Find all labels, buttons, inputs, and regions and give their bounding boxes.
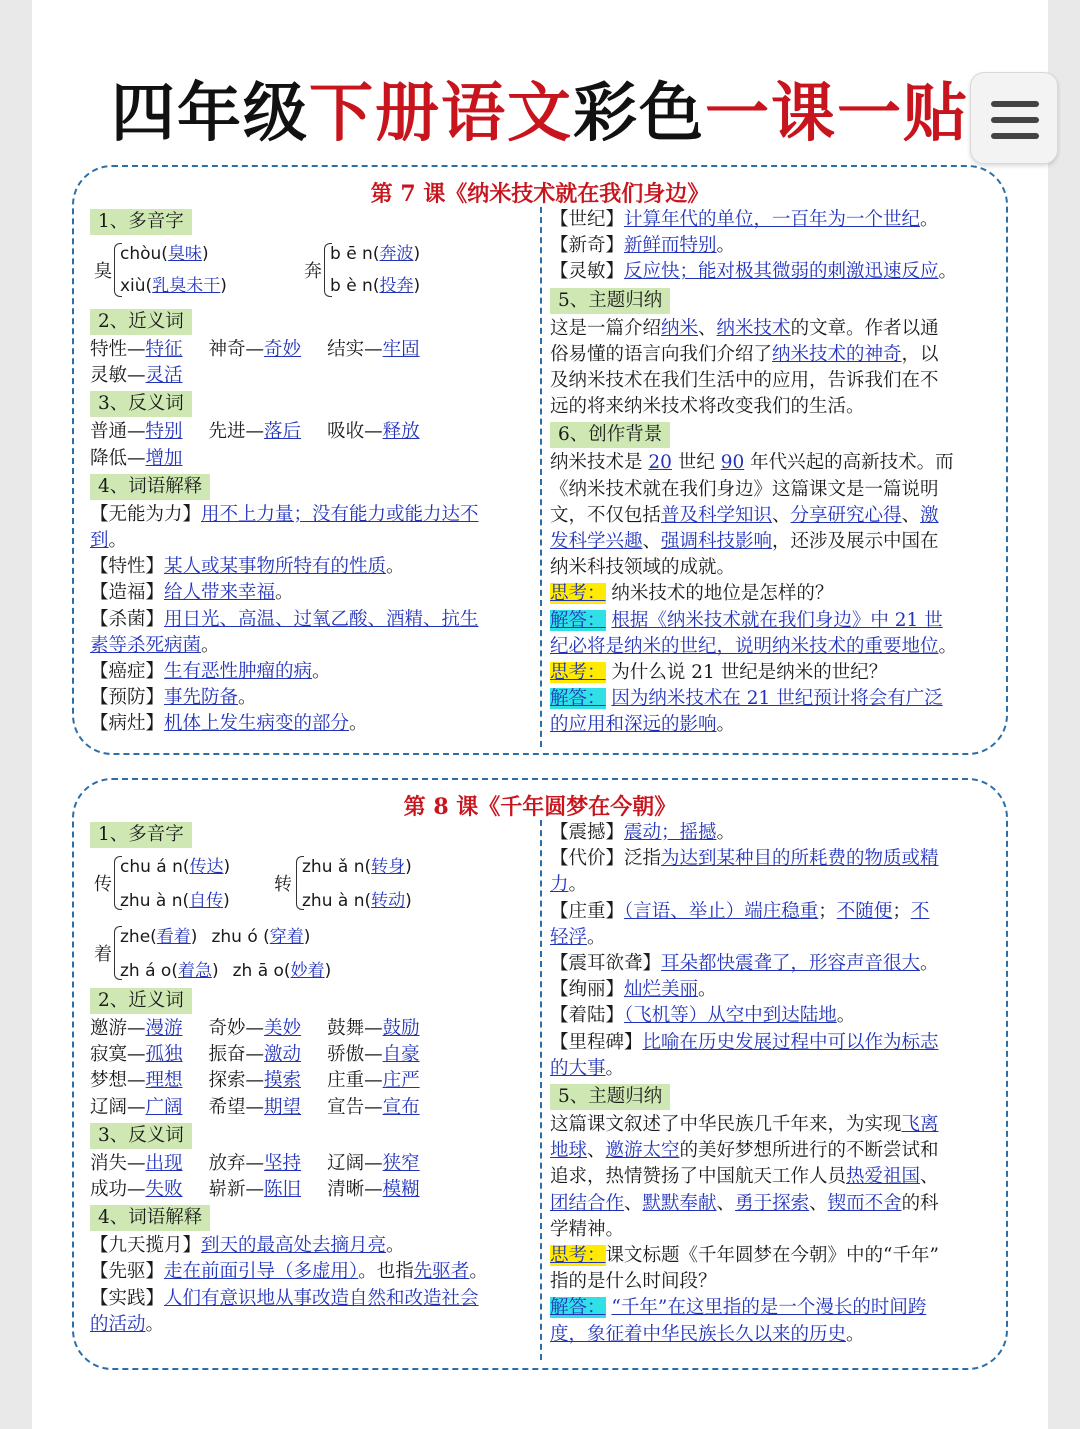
l7-explanation: 【预防】事先防备。 bbox=[90, 687, 257, 709]
l7-sec-explanations: 4、词语解释 bbox=[90, 474, 210, 500]
menu-icon[interactable] bbox=[970, 72, 1058, 164]
answer-badge: 解答： bbox=[550, 609, 606, 631]
l7-poly-word: 乳臭未干 bbox=[152, 276, 221, 296]
l7-poly-word: 投奔 bbox=[379, 276, 414, 296]
l8-explanation: 【震耳欲聋】耳朵都快震聋了，形容声音很大。 bbox=[550, 953, 939, 975]
l8-question: 思考：课文标题《千年圆梦在今朝》中的“千年” bbox=[550, 1245, 939, 1267]
l8-explanation: 【里程碑】比喻在历史发展过程中可以作为标志 bbox=[550, 1031, 939, 1053]
l8-theme-text: 这篇课文叙述了中华民族几千年来，为实现飞离 地球、邀游太空的美好梦想所进行的不断尝试和 追求，热情赞扬了中国航天工作人员热爱祖国、 团结合作、默默奉献、勇于探索、锲而不舍的科 学精神。 bbox=[550, 1114, 939, 1240]
l8-antonyms-row: 成功—失败 崭新—陈旧 清晰—模糊 bbox=[90, 1179, 420, 1201]
l8-sec-antonyms: 3、反义词 bbox=[90, 1123, 192, 1149]
l8-explanation: 【代价】泛指为达到某种目的所耗费的物质或精 bbox=[550, 848, 939, 870]
l8-synonyms-row: 邀游—漫游 奇妙—美妙 鼓舞—鼓励 bbox=[90, 1018, 420, 1039]
l8-sec-explanations: 4、词语解释 bbox=[90, 1205, 210, 1231]
lesson7-title: 第 7 课《纳米技术就在我们身边》 bbox=[370, 181, 710, 207]
l8-sec-polyphone: 1、多音字 bbox=[90, 822, 192, 848]
l8-explanation: 【着陆】（飞机等）从空中到达陆地。 bbox=[550, 1005, 856, 1027]
l8-antonyms-row: 消失—出现 放弃—坚持 辽阔—狭窄 bbox=[90, 1152, 420, 1174]
l8-synonyms-row: 梦想—理想 探索—摸索 庄重—庄严 bbox=[90, 1070, 420, 1092]
l7-question: 思考： 纳米技术的地位是怎样的？ bbox=[550, 583, 834, 605]
think-badge: 思考： bbox=[550, 583, 606, 605]
l7-explanation: 【病灶】机体上发生病变的部分。 bbox=[90, 713, 368, 735]
l7-polyphone-block: 臭 chòu(臭味) xiù(乳臭未干) 奔 b ē n(奔波) b è n(投奔) bbox=[94, 244, 421, 296]
l7-explanation: 【世纪】计算年代的单位，一百年为一个世纪。 bbox=[550, 209, 939, 230]
l7-explanation: 【无能为力】用不上力量；没有能力或能力达不 bbox=[90, 503, 479, 525]
l8-sec-theme: 5、主题归纳 bbox=[550, 1084, 670, 1110]
l7-poly-word: 臭味 bbox=[167, 244, 202, 264]
l8-polyphone-block: 传 chu á n(传达) zhu à n(自传) 转 zhu ǎ n(转身) zhu à n(转动) bbox=[94, 857, 412, 911]
l8-explanation: 【先驱】走在前面引导（多虚用）。也指先驱者。 bbox=[90, 1261, 488, 1283]
l7-poly-word: 奔波 bbox=[379, 244, 414, 264]
l7-synonyms-row: 灵敏—灵活 bbox=[90, 365, 183, 387]
l7-sec-theme: 5、主题归纳 bbox=[550, 288, 670, 314]
think-badge: 思考： bbox=[550, 662, 606, 684]
lesson7-divider bbox=[540, 207, 542, 747]
lesson8-title: 第 8 课《千年圆梦在今朝》 bbox=[403, 794, 677, 820]
l7-answer: 解答： 根据《纳米技术就在我们身边》中 21 世 bbox=[550, 609, 943, 631]
l7-question: 思考： 为什么说 21 世纪是纳米的世纪？ bbox=[550, 662, 888, 684]
l8-synonyms-row: 寂寞—孤独 振奋—激动 骄傲—自豪 bbox=[90, 1044, 420, 1066]
page-title: 四年级下册语文彩色一课一贴 bbox=[111, 77, 969, 151]
l8-sec-synonyms: 2、近义词 bbox=[90, 988, 192, 1014]
l8-explanation: 【绚丽】灿烂美丽。 bbox=[550, 979, 717, 1001]
l8-explanation: 【九天揽月】到天的最高处去摘月亮。 bbox=[90, 1235, 405, 1257]
answer-badge: 解答： bbox=[550, 1297, 606, 1319]
l7-answer: 解答： 因为纳米技术在 21 世纪预计将会有广泛 bbox=[550, 688, 943, 710]
l8-explanation: 【震撼】震动；摇撼。 bbox=[550, 822, 736, 843]
l7-explanation: 【新奇】新鲜而特别。 bbox=[550, 235, 736, 257]
lesson8-card bbox=[72, 778, 1008, 1370]
answer-badge: 解答： bbox=[550, 688, 606, 710]
lesson7-right: 【世纪】计算年代的单位，一百年为一个世纪。 【新奇】新鲜而特别。 【灵敏】反应快；能对极其微弱的刺激迅速反应。 5、主题归纳 这是一篇介绍纳米、纳米技术的文章。作者以通 俗易懂的语言向我们介绍了纳米技术的神奇，以 及纳米技术在我们生活中的应用，告诉我们在不 远的将来纳米技术将改变我们的生活。 6、创作背景 纳米技术是 20 世纪 90 年代兴起的高新技术。而 《纳米技术就在我们身边》这篇课文是一篇说明 文，不仅包括普及科学知识、分享研究心得、激 发科学兴趣、强调科技影响，还涉及展示中国在 纳米科技领域的成就。 思考： 纳米技术的地位是怎样的？ 解答： 根据《纳米技术就在我们身边》中 21 世 纪必将是纳米的世纪，说明纳米技术的重要地位。 思考： 为什么说 21 世纪是纳米的世纪？ 解答： 因为纳米技术在 21 世纪预计将会有广泛 的应用和深远的影响。 bbox=[550, 207, 998, 739]
lesson7-left: 1、多音字 臭 chòu(臭味) xiù(乳臭未干) 奔 b ē n(奔波) b è n(投奔) 2、近义词 特性—特征 神奇—奇妙 结实—牢固 灵敏—灵活 3、反义词 普通—特别 先进—落后 吸收—释放 降低—增加 4、词语解释 【无能为力】用不上力量；没有能力或能力达不 到。 【特性】某人或某事物所特有的性质。 【造福】给人带来幸福。 【杀菌】用日光、高温、过氧乙酸、酒精、抗生 素等杀死病菌。 【癌症】生有恶性肿瘤的病。 【预防】事先防备。 【病灶】机体上发生病变的部分。 bbox=[90, 207, 538, 738]
l7-explanation: 【造福】给人带来幸福。 bbox=[90, 582, 294, 604]
l7-explanation: 【杀菌】用日光、高温、过氧乙酸、酒精、抗生 bbox=[90, 608, 479, 630]
l7-sec-antonyms: 3、反义词 bbox=[90, 391, 192, 417]
think-badge: 思考： bbox=[550, 1245, 606, 1267]
l7-sec-synonyms: 2、近义词 bbox=[90, 309, 192, 335]
l7-sec-polyphone: 1、多音字 bbox=[90, 209, 192, 235]
l7-sec-background: 6、创作背景 bbox=[550, 422, 670, 448]
l8-explanation: 【实践】人们有意识地从事改造自然和改造社会 bbox=[90, 1287, 479, 1309]
l7-synonyms-row: 特性—特征 神奇—奇妙 结实—牢固 bbox=[90, 339, 420, 360]
lesson8-right: 【震撼】震动；摇撼。 【代价】泛指为达到某种目的所耗费的物质或精 力。 【庄重】（言语、举止）端庄稳重；不随便；不 轻浮。 【震耳欲聋】耳朵都快震聋了，形容声音很大。 【绚丽】灿烂美丽。 【着陆】（飞机等）从空中到达陆地。 【里程碑】比喻在历史发展过程中可以作为标志 的大事。 5、主题归纳 这篇课文叙述了中华民族几千年来，为实现飞离 地球、邀游太空的美好梦想所进行的不断尝试和 追求，热情赞扬了中国航天工作人员热爱祖国、 团结合作、默默奉献、勇于探索、锲而不舍的科 学精神。 思考：课文标题《千年圆梦在今朝》中的“千年” 指的是什么时间段？ 解答： “千年”在这里指的是一个漫长的时间跨 度，象征着中华民族长久以来的历史。 bbox=[550, 820, 998, 1348]
l7-antonyms-row: 普通—特别 先进—落后 吸收—释放 bbox=[90, 421, 420, 443]
lesson8-left: 1、多音字 传 chu á n(传达) zhu à n(自传) 转 zhu ǎ n(转身) zhu à n(转动) 着 zhe(看着) zhu ó (穿着) zh á o(着急) zh ā o(妙着) 2、近义词 邀游—漫游 奇妙—美妙 鼓舞—鼓励 寂寞—孤独 振奋—激动 骄傲—自豪 梦想—理想 探索—摸索 庄重—庄严 辽阔—广阔 希望—期望 宣告—宣布 3、反义词 消失—出现 放弃—坚持 辽阔—狭窄 成功—失败 崭新—陈旧 清晰—模糊 4、词语解释 【九天揽月】到天的最高处去摘月亮。 【先驱】走在前面引导（多虚用）。也指先驱者。 【实践】人们有意识地从事改造自然和改造社会 的活动。 bbox=[90, 820, 538, 1338]
l7-background-text: 纳米技术是 20 世纪 90 年代兴起的高新技术。而 《纳米技术就在我们身边》这篇课文是一篇说明 文，不仅包括普及科学知识、分享研究心得、激 发科学兴趣、强调科技影响，还涉及展示中国在 纳米科技领域的成就。 bbox=[550, 452, 954, 579]
l8-synonyms-row: 辽阔—广阔 希望—期望 宣告—宣布 bbox=[90, 1096, 420, 1118]
lesson7-card bbox=[72, 165, 1008, 755]
l7-explanation: 【癌症】生有恶性肿瘤的病。 bbox=[90, 661, 331, 683]
l8-polyphone-block: 着 zhe(看着) zhu ó (穿着) zh á o(着急) zh ā o(妙着) bbox=[94, 927, 332, 981]
l8-explanation: 【庄重】（言语、举止）端庄稳重；不随便；不 bbox=[550, 900, 930, 922]
l7-explanation: 【灵敏】反应快；能对极其微弱的刺激迅速反应。 bbox=[550, 261, 958, 283]
l7-antonyms-row: 降低—增加 bbox=[90, 447, 183, 469]
lesson8-divider bbox=[540, 820, 542, 1360]
l7-theme-text: 这是一篇介绍纳米、纳米技术的文章。作者以通 俗易懂的语言向我们介绍了纳米技术的神奇，以 及纳米技术在我们生活中的应用，告诉我们在不 远的将来纳米技术将改变我们的生活。 bbox=[550, 317, 939, 418]
l7-explanation: 【特性】某人或某事物所特有的性质。 bbox=[90, 556, 405, 578]
l8-answer: 解答： “千年”在这里指的是一个漫长的时间跨 bbox=[550, 1297, 927, 1319]
